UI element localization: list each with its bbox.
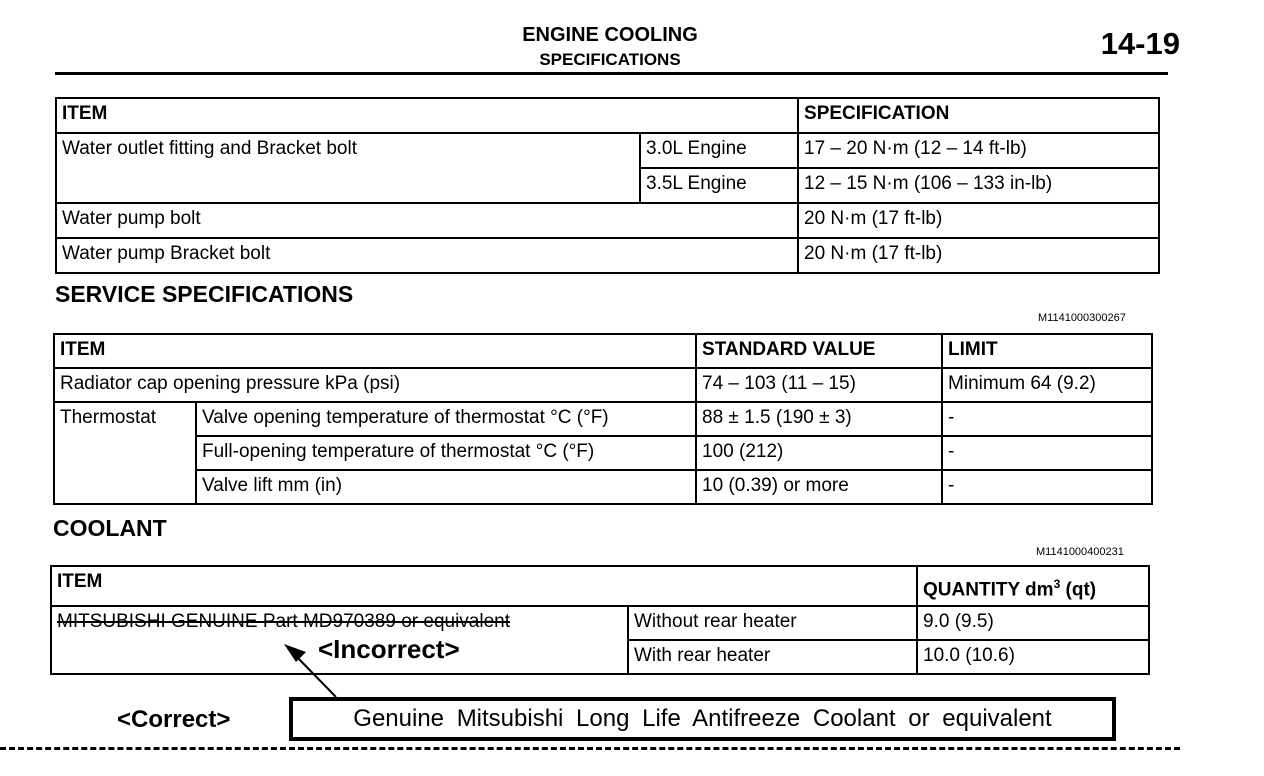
table-cell: Full-opening temperature of thermostat °C (°F) [196,436,696,470]
table-cell: 88 ± 1.5 (190 ± 3) [696,402,942,436]
table-cell: 20 N·m (17 ft-lb) [798,203,1159,238]
torque-col-item: ITEM [56,98,798,133]
table-cell: Water pump bolt [56,203,798,238]
section-title: ENGINE COOLING [522,24,698,46]
table-cell: Without rear heater [628,606,917,640]
table-cell: 9.0 (9.5) [917,606,1149,640]
table-cell: 20 N·m (17 ft-lb) [798,238,1159,273]
page-separator [0,747,1180,750]
table-cell: - [942,470,1152,504]
coolant-title: COOLANT [53,515,167,541]
table-cell: 74 – 103 (11 – 15) [696,368,942,402]
quantity-unit: (qt) [1060,579,1097,600]
quantity-unit-exponent: 3 [1053,576,1061,591]
table-cell: 12 – 15 N·m (106 – 133 in-lb) [798,168,1159,203]
table-cell: 17 – 20 N·m (12 – 14 ft-lb) [798,133,1159,168]
coolant-code: M1141000400231 [1036,546,1124,558]
table-cell: 3.5L Engine [640,168,798,203]
thermostat-group-cell: Thermostat [54,402,196,504]
correct-text: Genuine Mitsubishi Long Life Antifreeze Coolant or equivalent [353,705,1052,732]
table-cell: - [942,402,1152,436]
incorrect-label: <Incorrect> [318,634,460,664]
struck-item-text: MITSUBISHI GENUINE Part MD970389 or equivalent [57,611,511,632]
table-cell: Minimum 64 (9.2) [942,368,1152,402]
table-cell: 10.0 (10.6) [917,640,1149,674]
correct-text-box [289,697,1116,741]
section-subtitle: SPECIFICATIONS [539,50,681,69]
table-cell: 10 (0.39) or more [696,470,942,504]
coolant-col-item: ITEM [51,566,917,606]
table-cell: With rear heater [628,640,917,674]
service-col-item: ITEM [54,334,696,368]
table-cell: Water pump Bracket bolt [56,238,798,273]
table-cell: 100 (212) [696,436,942,470]
table-cell: Water outlet fitting and Bracket bolt [56,133,640,203]
table-cell: Valve opening temperature of thermostat °C (°F) [196,402,696,436]
torque-col-spec: SPECIFICATION [798,98,1159,133]
service-spec-code: M1141000300267 [1038,312,1126,324]
table-cell: 3.0L Engine [640,133,798,168]
table-cell: Radiator cap opening pressure kPa (psi) [54,368,696,402]
table-cell: Valve lift mm (in) [196,470,696,504]
service-col-standard: STANDARD VALUE [696,334,942,368]
correct-label: <Correct> [117,706,231,733]
service-col-limit: LIMIT [942,334,1152,368]
page-number: 14-19 [1100,26,1180,61]
service-spec-title: SERVICE SPECIFICATIONS [55,281,354,307]
quantity-label: QUANTITY dm [923,579,1054,600]
table-cell: - [942,436,1152,470]
